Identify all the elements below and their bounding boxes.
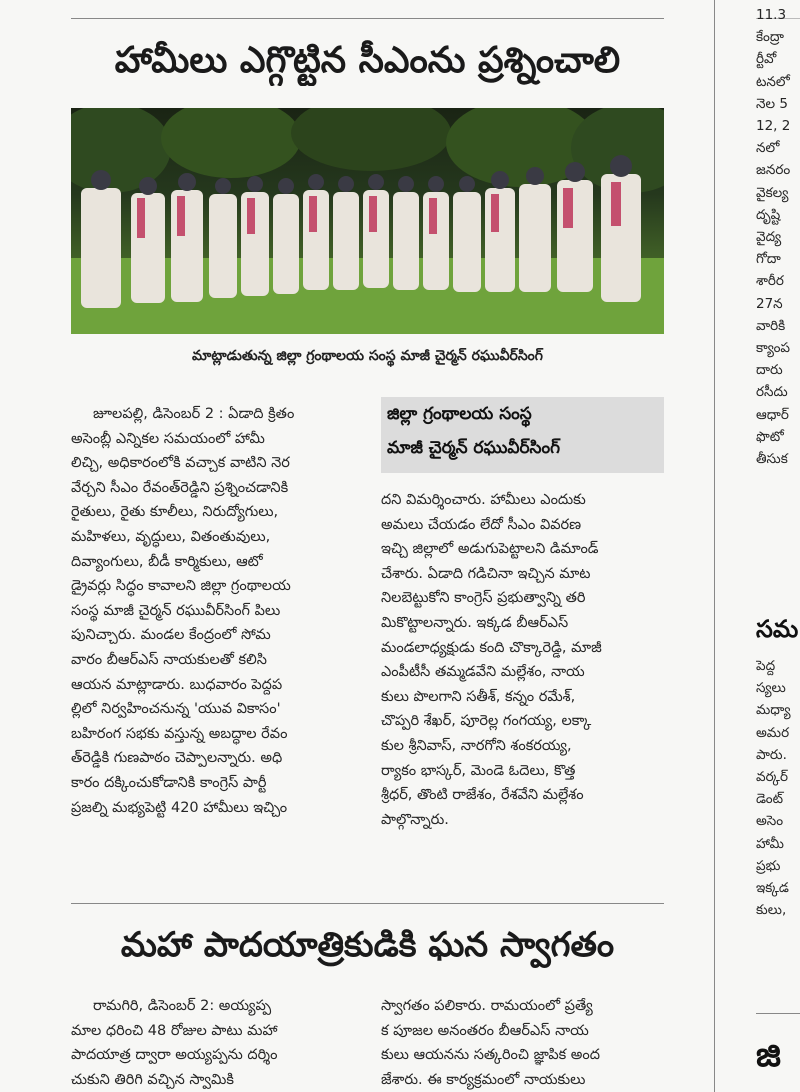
group-photo — [71, 108, 664, 334]
body-line: చుకుని తిరిగి వచ్చిన స్వామికి — [71, 1071, 234, 1088]
body-line: అసెంబ్లీ ఎన్నికల సమయంలో హామీ — [71, 430, 265, 447]
story1-subhead-box — [381, 397, 664, 473]
body-line: నిలబెట్టుకోని కాంగ్రెస్ ప్రభుత్వాన్ని తరి — [381, 590, 586, 607]
body-line: రామగిరి, డిసెంబర్ 2: అయ్యప్ప — [93, 998, 272, 1014]
body-line: త్‌రెడ్డికి గుణపాఠం చెప్పాలన్నారు. అధి — [71, 750, 283, 767]
body-line: దని విమర్శించారు. హామీలు ఎందుకు — [381, 492, 586, 508]
right-line: అమర — [756, 724, 790, 741]
body-line: శ్రీధర్, తొంటి రాజేశం, రేశవేని మల్లేశం — [381, 787, 584, 804]
body-line: చేశారు. ఏడాది గడిచినా ఇచ్చిన మాట — [381, 565, 591, 582]
right-line: క్యాంప — [756, 340, 791, 357]
right-line: ర్టీవో — [756, 51, 777, 68]
right-line: గోదా — [756, 251, 781, 268]
column-divider-right — [714, 0, 715, 1092]
body-line: దివ్యాంగులు, బీడీ కార్మికులు, ఆటో — [71, 553, 263, 570]
right-line: 12, 2 — [756, 118, 791, 135]
right-line: ప్రభు — [756, 857, 781, 874]
body-line: జేశారు. ఈ కార్యక్రమంలో నాయకులు — [381, 1071, 586, 1088]
story1-column-1 — [71, 402, 361, 820]
right-line: వారికి — [756, 317, 786, 334]
body-line: చొప్పరి శేఖర్, పూరెల్ల గంగయ్య, లక్కా — [381, 713, 592, 730]
body-line: వారం బీఆర్‌ఎస్ నాయకులతో కలిసి — [71, 651, 267, 668]
body-line: ఎంపీటీసీ తమ్మడవేని మల్లేశం, నాయ — [381, 664, 585, 681]
story2-column-2 — [381, 994, 664, 1092]
story-separator — [71, 903, 664, 904]
body-line: కుల శ్రీనివాస్, నారగోని శంకరయ్య, — [381, 737, 572, 754]
right-line: పారు. — [756, 746, 787, 763]
right-line: పెద్ద — [756, 658, 776, 674]
right-line: అసెం — [756, 813, 784, 830]
body-line: క పూజల అనంతరం బీఆర్‌ఎస్ నాయ — [381, 1022, 589, 1039]
right-line: టనలో — [756, 73, 790, 90]
right-column-bottom — [756, 655, 800, 921]
body-line: బహిరంగ సభకు వస్తున్న అబద్ధాల రేవం — [71, 725, 288, 742]
right-line: దారు — [756, 362, 783, 379]
body-line: కారం దక్కించుకోడానికి కాంగ్రెస్ పార్టీ — [71, 774, 267, 791]
body-line: రైతులు, రైతు కూలీలు, నిరుద్యోగులు, — [71, 504, 279, 521]
right-column-top — [756, 4, 800, 470]
right-line: దృష్టి — [756, 206, 781, 223]
body-line: మికొట్టాలన్నారు. ఇక్కడ బీఆర్‌ఎస్ — [381, 614, 569, 631]
body-line: ల్లిలో నిర్వహించనున్న 'యువ వికాసం' — [71, 701, 281, 718]
group-photo-illustration — [71, 108, 664, 334]
body-line: అమలు చేయడం లేదో సీఎం వివరణ — [381, 516, 582, 533]
body-line: మండలాధ్యక్షుడు కంది చొక్కారెడ్డి, మాజీ — [381, 639, 602, 656]
right-line: వర్కర్ — [756, 769, 788, 786]
right-line: ఫొటో — [756, 428, 784, 445]
body-line: సంస్థ మాజీ చైర్మన్ రఘువీర్‌సింగ్ పిలు — [71, 602, 281, 619]
right-line: వైద్య — [756, 229, 782, 246]
right-line: ఇక్కడ — [756, 880, 789, 897]
right-line: రసీదు — [756, 384, 788, 401]
body-line: మాల ధరించి 48 రోజుల పాటు మహా — [71, 1022, 278, 1039]
body-line: ప్రజల్ని మభ్యపెట్టి 420 హామీలు ఇచ్చిం — [71, 799, 288, 816]
body-line: లిచ్చి, అధికారంలోకి వచ్చాక వాటిని నెర — [71, 455, 290, 472]
body-line: స్వాగతం పలికారు. రామయంలో ప్రత్యే — [381, 998, 593, 1014]
story2-headline: మహా పాదయాత్రికుడికి ఘన స్వాగతం — [120, 925, 615, 965]
body-line: వేర్చని సీఎం రేవంత్‌రెడ్డిని ప్రశ్నించడానికి — [71, 479, 289, 496]
body-line: పాల్గొన్నారు. — [381, 811, 449, 828]
body-line: ఆయన మాట్లాడారు. బుధవారం పెద్దప — [71, 676, 283, 693]
body-line: పాదయాత్ర ద్వారా అయ్యప్పను దర్శిం — [71, 1047, 278, 1064]
right-line: కేంద్రా — [756, 29, 784, 46]
body-line: ర్యాకం భాస్కర్, మెండె ఓదెలు, కొత్త — [381, 762, 576, 779]
body-line: కులు పొలగాని సతీశ్, కన్నం రమేశ్, — [381, 688, 576, 705]
right-line: మధ్యా — [756, 702, 791, 719]
body-line: డ్రైవర్లు సిద్ధం కావాలని జిల్లా గ్రంథాలయ — [71, 578, 291, 595]
right-line: ఆధార్ — [756, 406, 789, 423]
right-line: కులు, — [756, 902, 787, 919]
right-line: శారీర — [756, 273, 784, 290]
right-bottom-headline: జి — [756, 1035, 781, 1075]
right-line: హామీ — [756, 835, 784, 852]
subhead-line-2: మాజీ చైర్మన్ రఘువీర్‌సింగ్ — [387, 438, 560, 458]
story1-headline: హామీలు ఎగ్గొట్టిన సీఎంను ప్రశ్నించాలి — [114, 40, 621, 81]
right-line: డెంట్ — [756, 791, 784, 808]
top-rule — [71, 18, 664, 19]
right-line: 27న — [756, 295, 783, 312]
story1-column-2 — [381, 488, 664, 832]
right-line: నెల 5 — [756, 95, 788, 112]
right-line: స్యలు — [756, 680, 786, 697]
body-line: మహిళలు, వృద్ధులు, వితంతువులు, — [71, 528, 271, 545]
right-line: తీసుక — [756, 451, 788, 468]
body-line: జూలపల్లి, డిసెంబర్ 2 : ఏడాది క్రితం — [93, 406, 295, 422]
right-line: నలో — [756, 140, 780, 157]
body-line: కులు ఆయనను సత్కరించి జ్ఞాపిక అంద — [381, 1047, 600, 1064]
photo-caption: మాట్లాడుతున్న జిల్లా గ్రంథాలయ సంస్థ మాజీ చైర్మన్ రఘువీర్‌సింగ్ — [192, 348, 543, 364]
right-line: 11.3 — [756, 7, 787, 23]
story2-column-1 — [71, 994, 361, 1092]
body-line: పునిచ్చారు. మండల కేంద్రంలో సోమ — [71, 627, 271, 644]
subhead-line-1: జిల్లా గ్రంథాలయ సంస్థ — [387, 404, 532, 424]
right-line: జనరం — [756, 162, 791, 179]
right-separator — [756, 1013, 800, 1014]
right-column-subhead: సమ — [756, 615, 799, 643]
right-line: వైకల్య — [756, 184, 789, 201]
body-line: ఇచ్చి జిల్లాలో అడుగుపెట్టాలని డిమాండ్ — [381, 541, 599, 558]
